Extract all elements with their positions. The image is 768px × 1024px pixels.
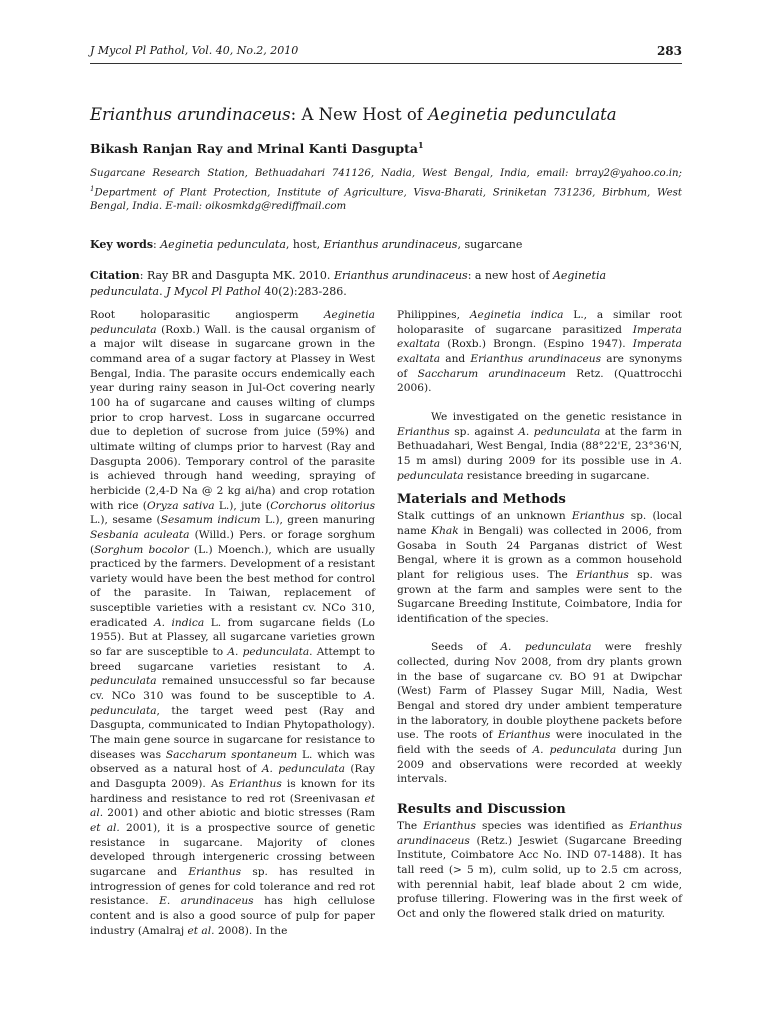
- text-run: Sesbania aculeata: [90, 528, 190, 541]
- text-run: (Roxb.) Brongn. (Espino 1947).: [440, 338, 633, 351]
- text-run: 2008). In the: [214, 924, 288, 937]
- paragraph-gap: [397, 396, 682, 410]
- text-run: 2001) and other abiotic and biotic stresses (Ram: [103, 807, 375, 820]
- text-run: during Jun 2009 and observations were recorded at weekly intervals.: [397, 744, 682, 786]
- text-run: are synonyms of: [397, 352, 683, 380]
- text-run: Oryza sativa: [146, 499, 215, 512]
- text-run: species was identified as: [475, 820, 630, 833]
- paragraph-seeds: [397, 640, 682, 787]
- affiliations: [90, 167, 682, 215]
- text-run: A. pedunculata: [500, 641, 592, 654]
- text-run: is known for its hardiness and resistance to red rot (Sreenivasan: [90, 778, 375, 805]
- paragraph-results: [397, 819, 682, 922]
- cit-3: : a new host of: [467, 269, 553, 282]
- affiliation-1: Sugarcane Research Station, Bethuadahari 741126, Nadia, West Bengal, India, email: brray2@yahoo.co.in;: [90, 168, 682, 179]
- text-run: Aeginetia indica: [469, 309, 564, 321]
- page-number: 283: [656, 44, 682, 58]
- text-run: E. arundinaceus: [159, 895, 254, 908]
- paragraph-gap: [397, 626, 682, 640]
- right-column: [397, 308, 682, 922]
- text-run: in Bengali) was collected in 2006, from Gosaba in South 24 Parganas district of West Bengal, where it is grown as a common household plant for religious uses. The: [397, 524, 682, 581]
- text-run: Stalk cuttings of an unknown: [397, 510, 572, 523]
- text-run: Khak: [431, 524, 459, 537]
- paragraph-investigation: [397, 410, 682, 483]
- text-run: Aeginetia pedunculata: [90, 309, 375, 336]
- text-run: A. indica: [153, 616, 205, 629]
- text-run: Saccharum spontaneum: [165, 748, 298, 761]
- author-list: [90, 140, 424, 156]
- text-run: Erianthus: [229, 778, 282, 790]
- text-run: (Ray and Dasgupta 2009). As: [90, 763, 375, 790]
- cit-6: J Mycol Pl Pathol: [166, 284, 261, 298]
- text-run: A. pedunculata: [261, 763, 345, 776]
- text-run: 2001), it is a prospective source of genetic resistance in sugarcane. Majority of clones developed through intergeneric crossing between sugarcane and: [90, 821, 376, 878]
- text-run: Erianthus arundinaceus: [397, 820, 683, 847]
- cit-2: Erianthus arundinaceus: [333, 269, 468, 282]
- text-run: Root holoparasitic angiosperm: [90, 309, 324, 321]
- author-sup: 1: [417, 140, 424, 150]
- cit-1: : Ray BR and Dasgupta MK. 2010.: [139, 269, 334, 282]
- text-run: sp. against: [449, 425, 519, 438]
- text-run: et al.: [187, 924, 215, 937]
- text-run: A. pedunculata: [227, 646, 310, 659]
- paragraph-philippines: [397, 308, 682, 396]
- article-title: [90, 104, 690, 126]
- text-run: (L.) Moench.), which are usually practiced by the farmers. Development of a resistant variety would have been the best method for control of the parasite. In Taiwan, replacement of susceptible varieties with a resistant cv. NCo 310, eradicated: [90, 543, 376, 629]
- text-run: , the target weed pest (Ray and Dasgupta, communicated to Indian Phytopathology). The main gene source in sugarcane for resistance to diseases was: [90, 704, 375, 761]
- kw-3: Erianthus arundinaceus: [323, 238, 458, 251]
- text-run: and: [440, 352, 471, 365]
- header-rule: [90, 63, 682, 64]
- kw-1: Aeginetia pedunculata: [160, 238, 286, 251]
- left-column: [90, 308, 375, 938]
- text-run: Sesamum indicum: [160, 514, 261, 527]
- text-run: A. pedunculata: [90, 660, 375, 688]
- text-run: et al.: [90, 821, 120, 834]
- text-run: L.), green manuring: [260, 514, 376, 527]
- text-run: L.), jute (: [214, 499, 271, 512]
- kw-sep: :: [153, 238, 161, 251]
- text-run: (Willd.) Pers. or forage sorghum (: [90, 528, 375, 556]
- text-run: remained unsuccessful so far because cv. NCo 310 was found to be susceptible to: [90, 675, 375, 703]
- citation-label: Citation: [90, 269, 140, 282]
- paragraph-gap: [397, 483, 682, 491]
- text-run: . Attempt to breed sugarcane varieties resistant to: [90, 646, 375, 673]
- text-run: at the farm in Bethuadahari, West Bengal, India (88°22'E, 23°36'N, 15 m amsl) during 2009 for its possible use in: [397, 425, 682, 467]
- text-run: Saccharum arundinaceum: [417, 367, 566, 380]
- cit-7: 40(2):283-286.: [260, 284, 347, 298]
- text-run: Erianthus: [571, 510, 625, 523]
- affiliation-2: Department of Plant Protection, Institute of Agriculture, Visva-Bharati, Sriniketan 731236, Birbhum, West Bengal, India. E-mail: oikosmkdg@rediffmail.com: [90, 186, 682, 213]
- intro-paragraph: [90, 308, 375, 938]
- text-run: Erianthus: [397, 425, 450, 438]
- author-names: Bikash Ranjan Ray and Mrinal Kanti Dasgupta: [90, 141, 418, 156]
- title-mid: : A New Host of: [290, 105, 429, 124]
- text-run: Retz. (Quattrocchi 2006).: [397, 367, 682, 395]
- text-run: sp. (local name: [397, 510, 682, 537]
- text-run: A. pedunculata: [397, 454, 682, 482]
- text-run: were inoculated in the field with the seeds of: [397, 729, 683, 757]
- text-run: (Retz.) Jeswiet (Sugarcane Breeding Institute, Coimbatore Acc No. IND 07-1488). It has tall reed (> 5 m), culm solid, up to 2.5 cm across, with perennial habit, leaf blade about 2 cm wide, profuse tillering. Flowering was in the first week of Oct and only the flowered stalk dried on maturity.: [397, 834, 682, 920]
- text-run: Corchorus olitorius: [270, 499, 376, 512]
- text-run: sp. was grown at the farm and samples were sent to the Sugarcane Breeding Institute, Coimbatore, India for identification of the species.: [397, 568, 682, 625]
- keywords-label: Key words: [90, 238, 154, 251]
- text-run: L. which was observed as a natural host of: [90, 748, 375, 776]
- text-run: A. pedunculata: [90, 690, 375, 717]
- text-run: resistance breeding in sugarcane.: [463, 469, 650, 482]
- text-run: (Roxb.) Wall. is the causal organism of a major wilt disease in sugarcane grown in the command area of a sugar factory at Plassey in West Bengal, India. The parasite occurs endemically each year during rainy season in Jul-Oct covering nearly 100 ha of sugarcane and causes wilting of clumps prior to crop harvest. Loss in sugarcane occurred due to depletion of sucrose from juice (59%) and ultimate wilting of clumps prior to harvest (Ray and Dasgupta 2006). Temporary control of the parasite is achieved through hand weeding, spraying of herbicide (2,4-D Na @ 2 kg ai/ha) and crop rotation with rice (: [90, 323, 375, 512]
- text-run: has high cellulose content and is also a good source of pulp for paper industry (Amalraj: [90, 895, 375, 937]
- text-run: L.), sesame (: [90, 514, 161, 527]
- journal-citation-header: J Mycol Pl Pathol, Vol. 40, No.2, 2010: [90, 44, 299, 57]
- text-run: L. from sugarcane fields (Lo 1955). But at Plassey, all sugarcane varieties grown so far are susceptible to: [90, 616, 376, 659]
- affiliation-sup: 1: [90, 184, 95, 193]
- text-run: sp. has resulted in introgression of genes for cold tolerance and red rot resistance.: [90, 865, 375, 908]
- paragraph-gap: [397, 787, 682, 801]
- text-run: Erianthus: [188, 865, 242, 878]
- section-heading-results: Results and Discussion: [397, 802, 566, 818]
- text-run: Erianthus: [423, 820, 476, 833]
- text-run: Imperata exaltata: [397, 338, 682, 365]
- text-run: Imperata exaltata: [397, 323, 682, 351]
- cit-4: Aeginetia pedunculata: [90, 269, 607, 298]
- text-run: were freshly collected, during Nov 2008, from dry plants grown in the base of sugarcane cv. BO 91 at Dwipchar (West) Farm of Plassey Sugar Mill, Nadia, West Bengal and stored dry under ambient temperature in the laboratory, in double ploythene packets before use. The roots of: [397, 641, 682, 742]
- text-run: Erianthus: [497, 729, 551, 742]
- text-run: et al.: [90, 792, 375, 820]
- kw-4: , sugarcane: [457, 238, 523, 251]
- text-run: Seeds of: [431, 641, 501, 654]
- citation: [90, 268, 682, 299]
- paragraph-stalk-cuttings: [397, 509, 682, 626]
- text-run: Sorghum bocolor: [94, 543, 189, 556]
- text-run: A. pedunculata: [532, 744, 617, 757]
- section-heading-methods: Materials and Methods: [397, 492, 566, 508]
- text-run: Philippines,: [397, 309, 470, 321]
- cit-5: .: [159, 284, 167, 298]
- keywords: [90, 238, 682, 252]
- text-run: Erianthus arundinaceus: [470, 352, 602, 365]
- text-run: We investigated on the genetic resistance in: [431, 410, 682, 423]
- journal-page: [90, 0, 682, 1024]
- text-run: Erianthus: [576, 568, 629, 581]
- text-run: The: [397, 820, 424, 833]
- text-run: A. pedunculata: [518, 425, 601, 438]
- title-species-parasite: Aeginetia pedunculata: [428, 105, 617, 124]
- running-head: [90, 44, 682, 57]
- title-species-host: Erianthus arundinaceus: [90, 105, 291, 124]
- kw-2: , host,: [285, 238, 324, 251]
- text-run: L., a similar root holoparasite of sugarcane parasitized: [397, 309, 682, 336]
